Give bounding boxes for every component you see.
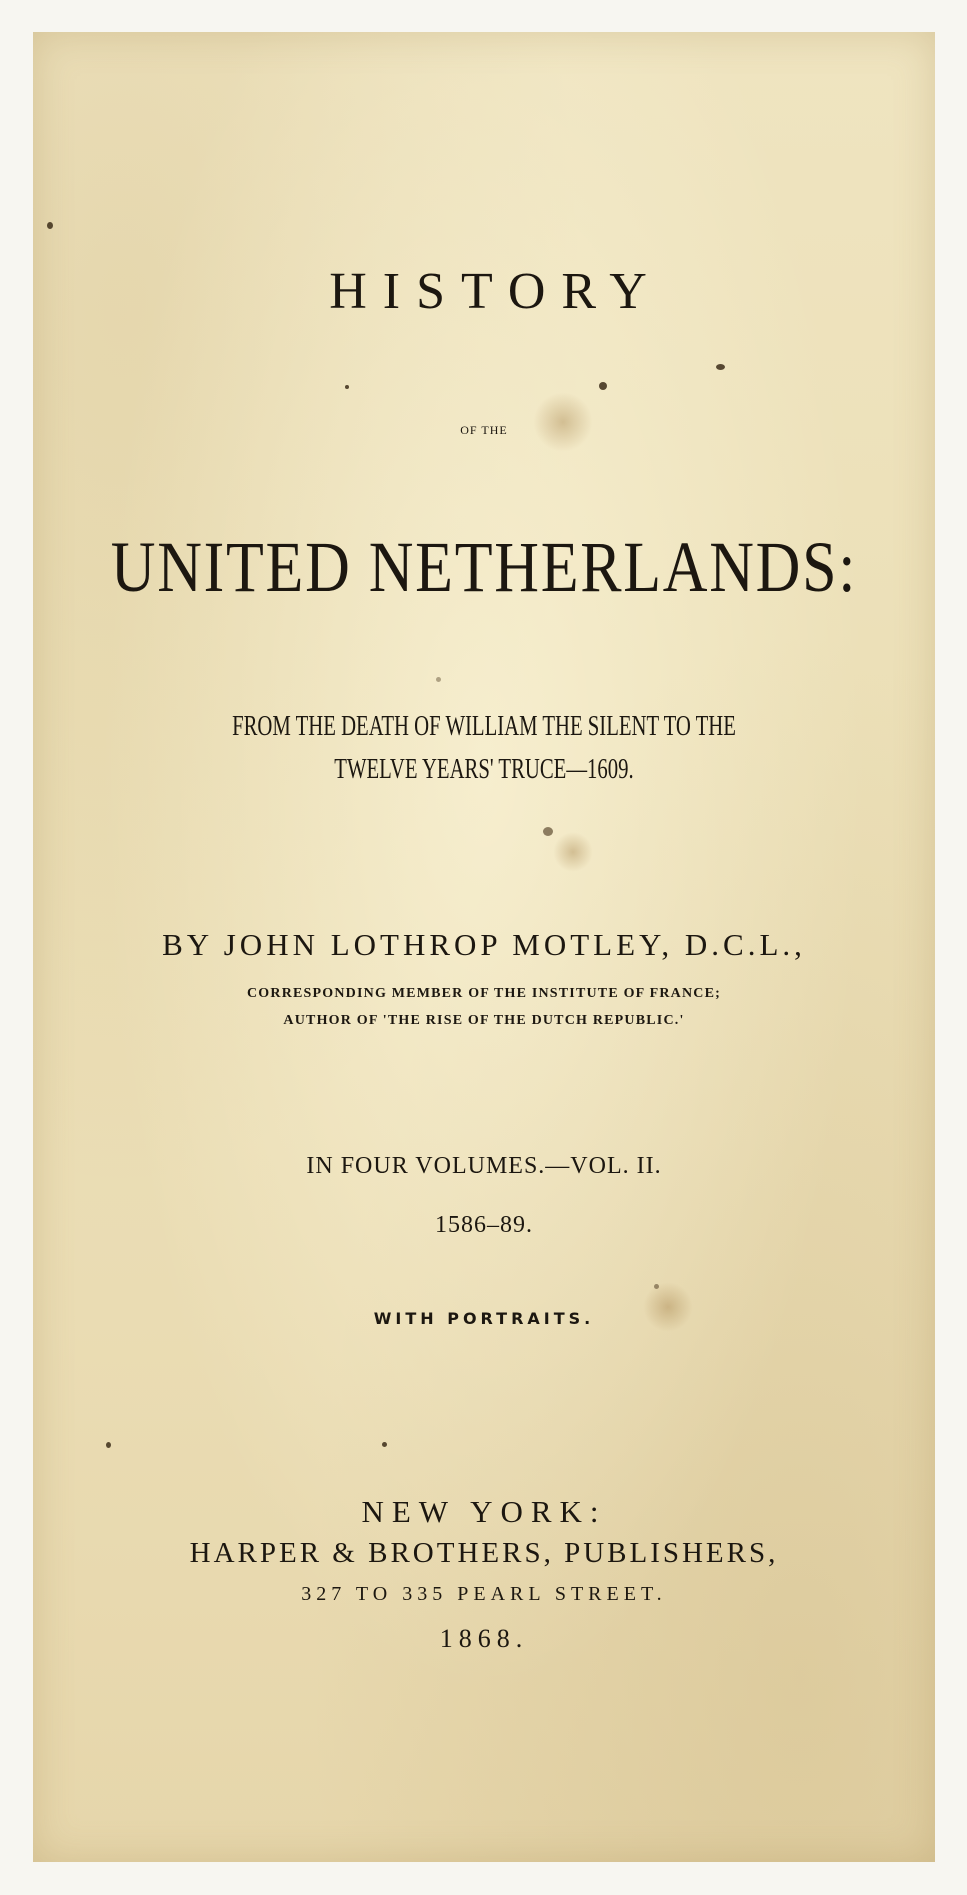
- foxing-spot: [543, 827, 553, 836]
- foxing-spot: [345, 385, 349, 389]
- foxing-stain: [553, 832, 593, 872]
- years-line: 1586–89.: [435, 1212, 533, 1238]
- imprint-address: 327 TO 335 PEARL STREET.: [301, 1583, 667, 1605]
- portraits-line: WITH PORTRAITS.: [373, 1309, 595, 1328]
- author-line: BY JOHN LOTHROP MOTLEY, D.C.L.,: [162, 927, 806, 962]
- foxing-spot: [716, 364, 725, 370]
- volume-line: IN FOUR VOLUMES.—VOL. II.: [306, 1153, 662, 1179]
- title-history: HISTORY: [329, 263, 663, 320]
- imprint-publisher: HARPER & BROTHERS, PUBLISHERS,: [189, 1537, 779, 1569]
- foxing-spot: [654, 1284, 659, 1289]
- subtitle-line-2: TWELVE YEARS' TRUCE—1609.: [334, 754, 634, 785]
- foxing-spot: [106, 1442, 111, 1448]
- foxing-spot: [436, 677, 441, 682]
- title-of-the: OF THE: [460, 423, 508, 437]
- imprint-city: NEW YORK:: [361, 1494, 607, 1529]
- title-page: [33, 32, 935, 1862]
- foxing-spot: [47, 222, 53, 229]
- subtitle-line-1: FROM THE DEATH OF WILLIAM THE SILENT TO THE: [232, 711, 736, 742]
- foxing-spot: [599, 382, 607, 390]
- imprint-year: 1868.: [439, 1624, 529, 1653]
- foxing-stain: [533, 392, 593, 452]
- title-united-netherlands: UNITED NETHERLANDS:: [110, 527, 858, 607]
- credential-line-1: CORRESPONDING MEMBER OF THE INSTITUTE OF FRANCE;: [246, 986, 721, 1001]
- credential-line-2: AUTHOR OF 'THE RISE OF THE DUTCH REPUBLIC.': [283, 1013, 685, 1028]
- foxing-spot: [382, 1442, 387, 1447]
